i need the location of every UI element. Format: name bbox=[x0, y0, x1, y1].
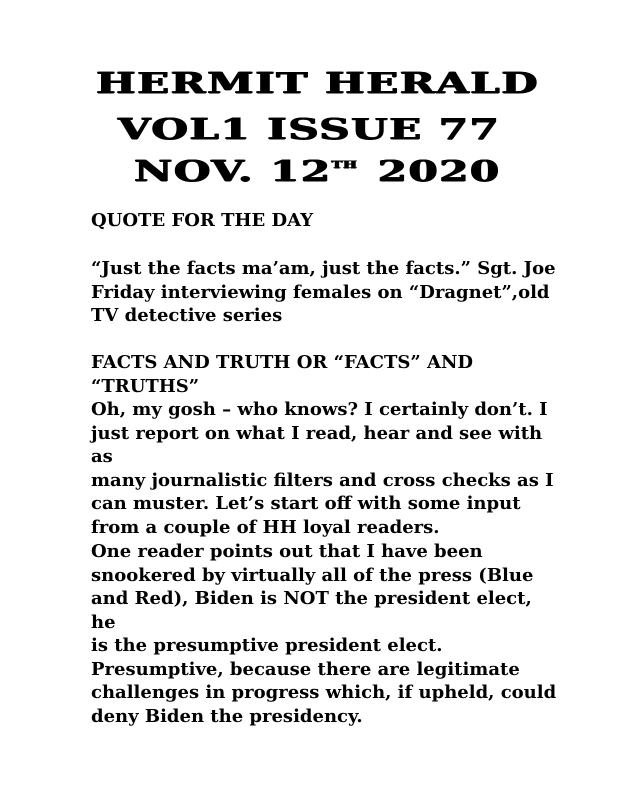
quote-text: “Just the facts ma’am, just the facts.” Sgt. Joe Friday interviewing females on “Dragnet”,old TV detective series bbox=[91, 258, 556, 326]
quote-heading: QUOTE FOR THE DAY bbox=[91, 210, 314, 231]
volume-issue: VOL1 ISSUE 77 bbox=[118, 112, 501, 146]
date-ordinal-suffix: TH bbox=[331, 160, 358, 171]
date-year: 2020 bbox=[377, 154, 501, 188]
issue-date bbox=[134, 154, 501, 188]
date-month-day: NOV. 12 bbox=[134, 154, 332, 188]
newsletter-title: HERMIT HERALD bbox=[96, 66, 540, 100]
paragraph-1: Oh, my gosh – who knows? I certainly don’t. I just report on what I read, hear and see with as many journalistic filters and cross checks as I can muster. Let’s start off with some input from a couple of HH loyal readers. bbox=[91, 399, 554, 538]
facts-heading: FACTS AND TRUTH OR “FACTS” AND “TRUTHS” bbox=[91, 352, 474, 397]
paragraph-2: One reader points out that I have been snookered by virtually all of the press (Blue and Red), Biden is NOT the president elect, he is the presumptive president elect. Presumptive, because there are legitimate challenges in progress which, if upheld, could deny Biden the presidency. bbox=[91, 541, 557, 727]
